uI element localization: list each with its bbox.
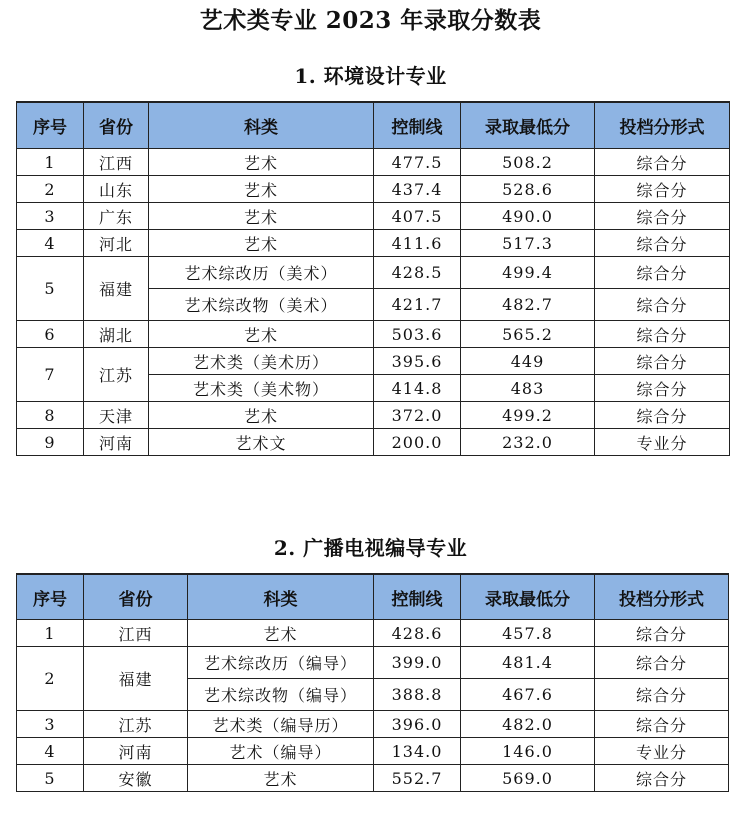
cell-score-form: 综合分 xyxy=(595,348,730,375)
cell-min-score: 490.0 xyxy=(461,203,595,230)
header-no: 序号 xyxy=(17,574,84,620)
cell-min-score: 482.0 xyxy=(461,711,595,738)
cell-min-score: 499.4 xyxy=(461,257,595,289)
cell-min-score: 517.3 xyxy=(461,230,595,257)
cell-min-score: 449 xyxy=(461,348,595,375)
cell-no: 5 xyxy=(17,257,84,321)
cell-score-form: 综合分 xyxy=(595,711,729,738)
header-category: 科类 xyxy=(188,574,374,620)
cell-score-form: 综合分 xyxy=(595,647,729,679)
section2-heading: 2. 广播电视编导专业 xyxy=(273,536,468,560)
cell-province: 福建 xyxy=(84,257,149,321)
cell-no: 6 xyxy=(17,321,84,348)
cell-category: 艺术 xyxy=(149,321,374,348)
table-row xyxy=(17,321,730,348)
cell-province: 广东 xyxy=(84,203,149,230)
cell-category: 艺术综改历（编导） xyxy=(188,647,374,679)
cell-category: 艺术类（编导历） xyxy=(188,711,374,738)
cell-score-form: 综合分 xyxy=(595,149,730,176)
cell-province: 福建 xyxy=(84,647,188,711)
cell-no: 7 xyxy=(17,348,84,402)
cell-no: 1 xyxy=(17,149,84,176)
cell-category: 艺术 xyxy=(188,765,374,792)
cell-min-score: 499.2 xyxy=(461,402,595,429)
table-row xyxy=(17,711,729,738)
cell-control-line: 437.4 xyxy=(374,176,461,203)
table-row xyxy=(17,149,730,176)
cell-score-form: 综合分 xyxy=(595,230,730,257)
cell-no: 2 xyxy=(17,647,84,711)
cell-control-line: 399.0 xyxy=(374,647,461,679)
cell-category: 艺术综改历（美术） xyxy=(149,257,374,289)
cell-province: 安徽 xyxy=(84,765,188,792)
cell-min-score: 508.2 xyxy=(461,149,595,176)
cell-score-form: 综合分 xyxy=(595,679,729,711)
table-row xyxy=(17,230,730,257)
cell-no: 5 xyxy=(17,765,84,792)
table-row xyxy=(17,765,729,792)
cell-province: 河南 xyxy=(84,429,149,456)
table-row xyxy=(17,203,730,230)
header-score-form: 投档分形式 xyxy=(595,102,730,149)
cell-province: 河南 xyxy=(84,738,188,765)
table-row xyxy=(17,176,730,203)
cell-score-form: 综合分 xyxy=(595,321,730,348)
cell-no: 9 xyxy=(17,429,84,456)
cell-category: 艺术 xyxy=(149,402,374,429)
cell-category: 艺术类（美术历） xyxy=(149,348,374,375)
header-min-score: 录取最低分 xyxy=(461,102,595,149)
cell-min-score: 146.0 xyxy=(461,738,595,765)
section2-table xyxy=(16,573,729,792)
cell-control-line: 388.8 xyxy=(374,679,461,711)
cell-control-line: 396.0 xyxy=(374,711,461,738)
cell-no: 3 xyxy=(17,711,84,738)
cell-score-form: 综合分 xyxy=(595,289,730,321)
cell-min-score: 481.4 xyxy=(461,647,595,679)
table-row xyxy=(17,620,729,647)
cell-score-form: 综合分 xyxy=(595,176,730,203)
table-row xyxy=(17,257,730,289)
cell-control-line: 477.5 xyxy=(374,149,461,176)
cell-category: 艺术 xyxy=(149,176,374,203)
cell-category: 艺术文 xyxy=(149,429,374,456)
cell-score-form: 综合分 xyxy=(595,203,730,230)
cell-province: 河北 xyxy=(84,230,149,257)
cell-no: 4 xyxy=(17,738,84,765)
cell-no: 8 xyxy=(17,402,84,429)
cell-min-score: 483 xyxy=(461,375,595,402)
cell-control-line: 372.0 xyxy=(374,402,461,429)
cell-province: 湖北 xyxy=(84,321,149,348)
cell-score-form: 综合分 xyxy=(595,257,730,289)
cell-min-score: 457.8 xyxy=(461,620,595,647)
cell-control-line: 411.6 xyxy=(374,230,461,257)
cell-province: 山东 xyxy=(84,176,149,203)
cell-min-score: 565.2 xyxy=(461,321,595,348)
cell-no: 3 xyxy=(17,203,84,230)
cell-control-line: 421.7 xyxy=(374,289,461,321)
cell-category: 艺术 xyxy=(149,203,374,230)
header-score-form: 投档分形式 xyxy=(595,574,729,620)
header-min-score: 录取最低分 xyxy=(461,574,595,620)
cell-category: 艺术综改物（美术） xyxy=(149,289,374,321)
cell-min-score: 528.6 xyxy=(461,176,595,203)
cell-category: 艺术 xyxy=(188,620,374,647)
cell-score-form: 专业分 xyxy=(595,429,730,456)
cell-category: 艺术综改物（编导） xyxy=(188,679,374,711)
header-no: 序号 xyxy=(17,102,84,149)
cell-no: 2 xyxy=(17,176,84,203)
cell-category: 艺术（编导） xyxy=(188,738,374,765)
cell-control-line: 552.7 xyxy=(374,765,461,792)
cell-control-line: 414.8 xyxy=(374,375,461,402)
cell-category: 艺术 xyxy=(149,230,374,257)
cell-province: 江西 xyxy=(84,620,188,647)
cell-min-score: 232.0 xyxy=(461,429,595,456)
table-row xyxy=(17,429,730,456)
table-header-row xyxy=(17,574,729,620)
cell-control-line: 428.5 xyxy=(374,257,461,289)
table-row xyxy=(17,402,730,429)
header-province: 省份 xyxy=(84,574,188,620)
section1-heading: 1. 环境设计专业 xyxy=(294,64,447,88)
cell-min-score: 569.0 xyxy=(461,765,595,792)
section1-table xyxy=(16,101,730,456)
table-row xyxy=(17,348,730,375)
cell-score-form: 综合分 xyxy=(595,765,729,792)
header-control-line: 控制线 xyxy=(374,574,461,620)
cell-control-line: 200.0 xyxy=(374,429,461,456)
header-province: 省份 xyxy=(84,102,149,149)
document-title: 艺术类专业 2023 年录取分数表 xyxy=(199,7,542,34)
cell-score-form: 综合分 xyxy=(595,375,730,402)
cell-control-line: 134.0 xyxy=(374,738,461,765)
cell-category: 艺术类（美术物） xyxy=(149,375,374,402)
cell-no: 1 xyxy=(17,620,84,647)
cell-province: 江苏 xyxy=(84,348,149,402)
cell-province: 天津 xyxy=(84,402,149,429)
table-row xyxy=(17,647,729,679)
cell-no: 4 xyxy=(17,230,84,257)
cell-province: 江苏 xyxy=(84,711,188,738)
header-control-line: 控制线 xyxy=(374,102,461,149)
cell-category: 艺术 xyxy=(149,149,374,176)
cell-score-form: 综合分 xyxy=(595,402,730,429)
cell-min-score: 482.7 xyxy=(461,289,595,321)
cell-control-line: 407.5 xyxy=(374,203,461,230)
cell-control-line: 395.6 xyxy=(374,348,461,375)
table-header-row xyxy=(17,102,730,149)
cell-min-score: 467.6 xyxy=(461,679,595,711)
cell-score-form: 综合分 xyxy=(595,620,729,647)
cell-score-form: 专业分 xyxy=(595,738,729,765)
cell-province: 江西 xyxy=(84,149,149,176)
header-category: 科类 xyxy=(149,102,374,149)
cell-control-line: 428.6 xyxy=(374,620,461,647)
cell-control-line: 503.6 xyxy=(374,321,461,348)
table-row xyxy=(17,738,729,765)
